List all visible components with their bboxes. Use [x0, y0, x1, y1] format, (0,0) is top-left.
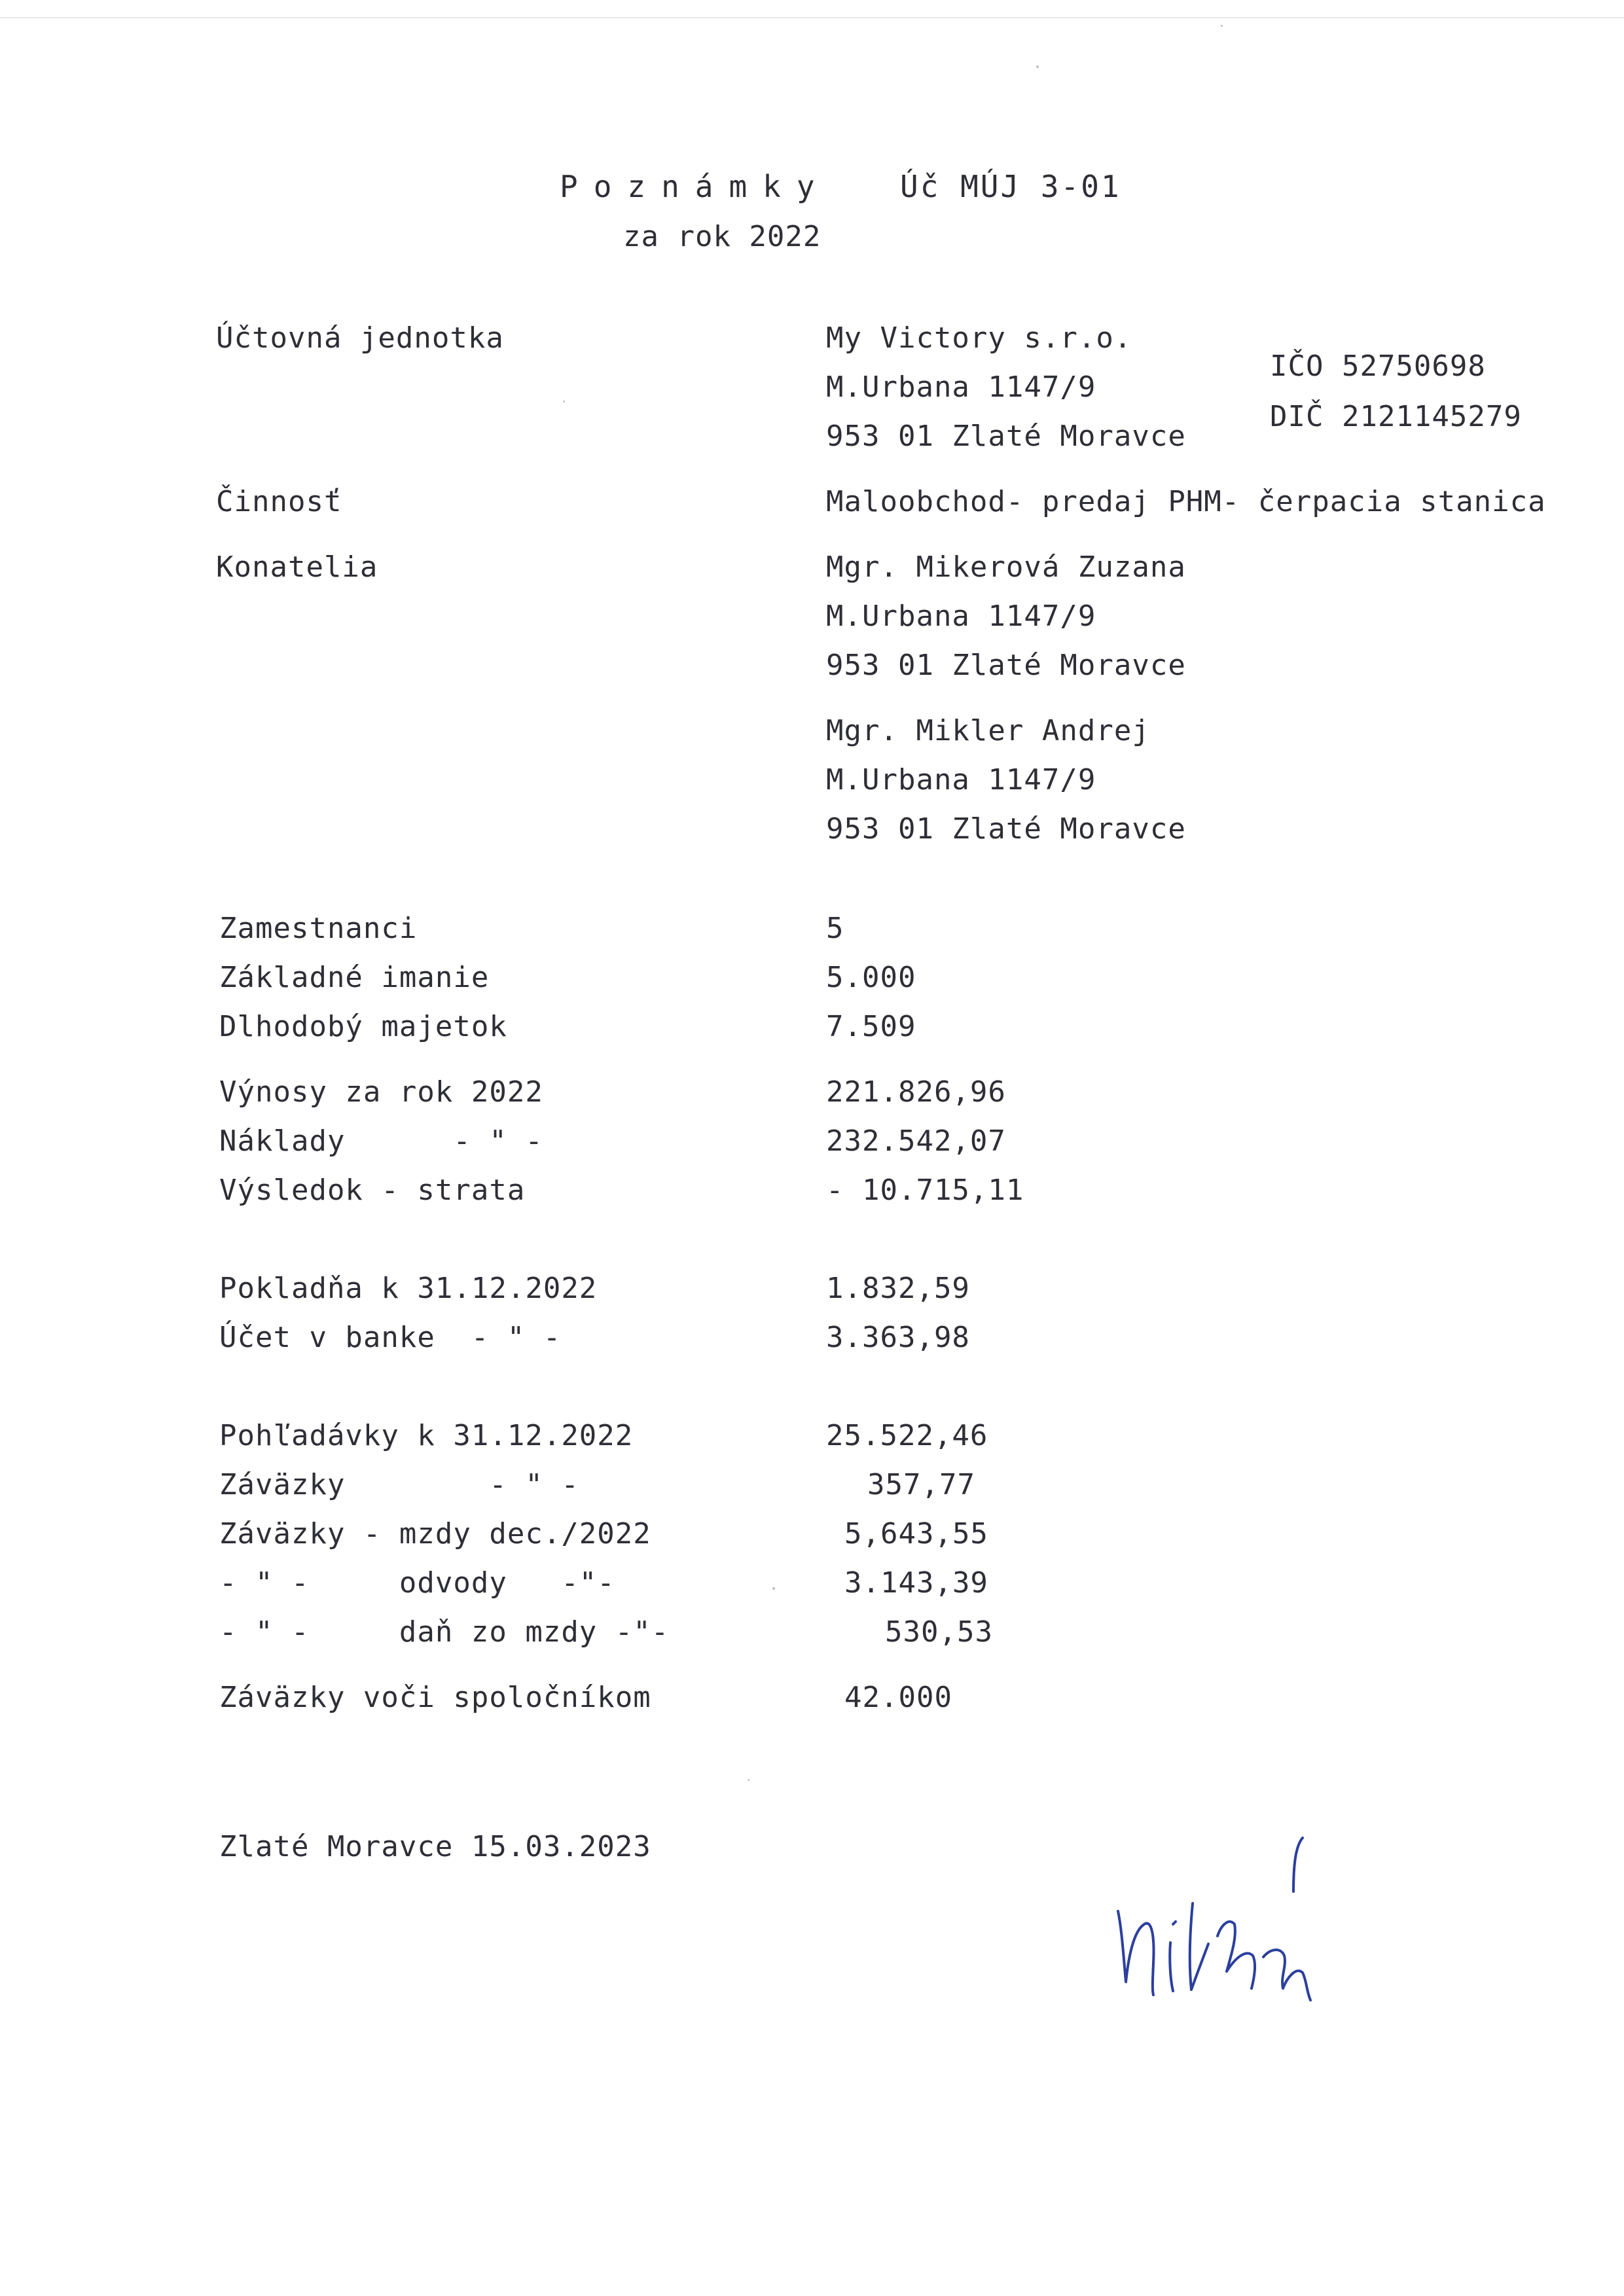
- figure-label: Záväzky voči spoločníkom: [219, 1681, 651, 1714]
- title-year: za rok 2022: [623, 220, 821, 253]
- figure-value: 3.363,98: [826, 1321, 970, 1354]
- signature: [1106, 1826, 1355, 2029]
- executive-2-street: M.Urbana 1147/9: [826, 763, 1096, 797]
- figure-label: Náklady - " -: [219, 1124, 543, 1158]
- figure-label: Pohľadávky k 31.12.2022: [219, 1419, 634, 1452]
- figure-label: Zamestnanci: [219, 912, 418, 945]
- executive-1-name: Mgr. Mikerová Zuzana: [826, 550, 1186, 584]
- unit-dic: DIČ 2121145279: [1270, 400, 1522, 433]
- figure-value: 42.000: [844, 1681, 952, 1714]
- figure-value: - 10.715,11: [826, 1174, 1024, 1207]
- figure-value: 1.832,59: [826, 1272, 970, 1305]
- figure-value: 25.522,46: [826, 1419, 988, 1452]
- figure-value: 530,53: [885, 1615, 993, 1649]
- figure-value: 232.542,07: [826, 1124, 1006, 1158]
- unit-city: 953 01 Zlaté Moravce: [826, 420, 1186, 453]
- scan-speck: [563, 401, 565, 403]
- activity-label: Činnosť: [216, 485, 342, 518]
- figure-value: 221.826,96: [826, 1075, 1006, 1109]
- scan-speck: [748, 1779, 749, 1781]
- figure-label: Výsledok - strata: [219, 1174, 526, 1207]
- executive-1-street: M.Urbana 1147/9: [826, 600, 1096, 633]
- unit-ico: IČO 52750698: [1270, 350, 1486, 383]
- title-code: Úč MÚJ 3-01: [900, 169, 1121, 204]
- place-date: Zlaté Moravce 15.03.2023: [219, 1830, 651, 1863]
- scan-speck: [1036, 65, 1039, 68]
- figure-value: 3.143,39: [844, 1566, 988, 1600]
- unit-name: My Victory s.r.o.: [826, 321, 1132, 355]
- executive-1-city: 953 01 Zlaté Moravce: [826, 649, 1186, 682]
- scan-speck: [1221, 25, 1223, 27]
- figure-label: Záväzky - " -: [219, 1468, 579, 1501]
- figure-label: - " - daň zo mzdy -"-: [219, 1615, 670, 1649]
- unit-label: Účtovná jednotka: [216, 321, 504, 355]
- scan-speck: [772, 1587, 775, 1590]
- figure-label: Záväzky - mzdy dec./2022: [219, 1517, 651, 1551]
- figure-value: 357,77: [867, 1468, 975, 1501]
- title-word: Poznámky: [560, 169, 831, 204]
- figure-label: Účet v banke - " -: [219, 1321, 562, 1354]
- figure-value: 5: [826, 912, 844, 945]
- figure-label: Pokladňa k 31.12.2022: [219, 1272, 598, 1305]
- figure-value: 7.509: [826, 1010, 916, 1043]
- unit-street: M.Urbana 1147/9: [826, 370, 1096, 404]
- scan-edge-line: [0, 17, 1624, 18]
- activity-value: Maloobchod- predaj PHM- čerpacia stanica: [826, 485, 1546, 518]
- figure-value: 5,643,55: [844, 1517, 988, 1551]
- executive-2-name: Mgr. Mikler Andrej: [826, 714, 1150, 747]
- figure-label: Základné imanie: [219, 961, 490, 994]
- figure-label: Výnosy za rok 2022: [219, 1075, 543, 1109]
- figure-value: 5.000: [826, 961, 916, 994]
- figure-label: Dlhodobý majetok: [219, 1010, 507, 1043]
- executive-2-city: 953 01 Zlaté Moravce: [826, 812, 1186, 846]
- figure-label: - " - odvody -"-: [219, 1566, 615, 1600]
- executives-label: Konatelia: [216, 550, 378, 584]
